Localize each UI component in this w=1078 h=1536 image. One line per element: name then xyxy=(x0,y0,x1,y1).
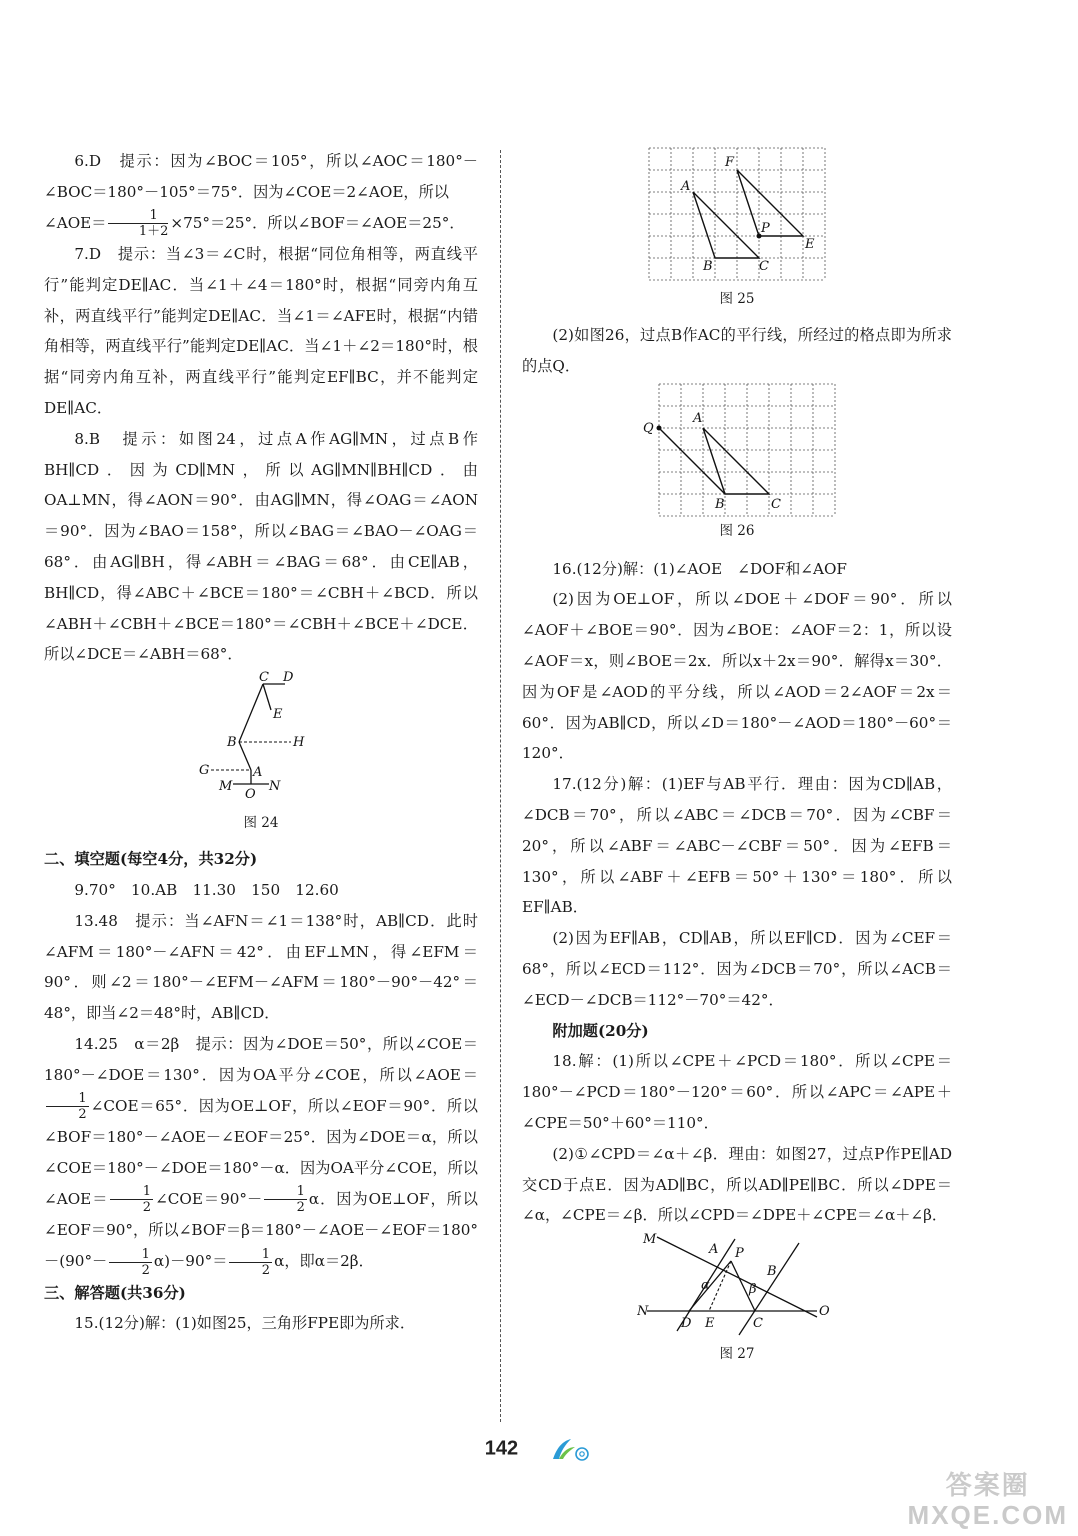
label-D: D xyxy=(681,1316,692,1332)
answer-8: 8.B 提示：如图24，过点A作AG∥MN，过点B作BH∥CD．因为CD∥MN，所以AG∥MN∥BH∥CD．由OA⊥MN，得∠AON＝90°．由AG∥MN，得∠OAG＝∠AON＝90°．因为∠BAO＝158°，所以∠BAG＝∠BAO－∠OAG＝68°．由AG∥BH，得∠ABH＝∠BAG＝68°．由CE∥AB，BH∥CD，得∠ABC＋∠BCE＝180°＝∠CBH＋∠BCD．所以∠ABH＋∠CBH＋∠BCE＝180°＝∠CBH＋∠BCE＋∠DCE．所以∠DCE＝∠ABH＝68°． xyxy=(44,429,478,664)
fraction: $\frac{1}{2}$ xyxy=(229,1247,272,1278)
figure-24-diagram xyxy=(191,670,331,810)
figure-25-diagram xyxy=(647,146,827,286)
label-B: B xyxy=(703,259,713,274)
label-A: A xyxy=(693,410,703,426)
page-footer xyxy=(0,1437,1078,1463)
label-beta: β xyxy=(749,1282,757,1298)
figure-26-diagram xyxy=(637,382,837,518)
answer-18-part2: (2)①∠CPD＝∠α＋∠β．理由：如图27，过点P作PE∥AD交CD于点E．因为AD∥BC，所以AD∥PE∥BC．所以∠DPE＝∠α，∠CPE＝∠β．所以∠CPD＝∠DPE＋∠CPE＝∠α＋∠β． xyxy=(522,1144,952,1225)
section-fill-in: 二、填空题(每空4分，共32分) xyxy=(44,850,258,869)
figure-26-caption: 图 26 xyxy=(719,522,755,539)
label-M: M xyxy=(643,1232,657,1248)
label-B: B xyxy=(767,1264,777,1280)
label-C: C xyxy=(771,496,781,512)
label-E: E xyxy=(705,1316,715,1332)
answer-16-part1: 16.(12分)解：(1)∠AOE ∠DOF和∠AOF xyxy=(552,559,847,578)
answer-6: 6.D 提示：因为∠BOC＝105°，所以∠AOC＝180°－∠BOC＝180°－105°＝75°．因为∠COE＝2∠AOE，所以 ∠AOE＝ $\frac{1}{1+2}$ ×75°＝25°．所以∠BOF＝∠AOE＝25°． xyxy=(44,152,478,240)
label-A: A xyxy=(253,765,263,781)
figure-27-diagram xyxy=(637,1231,837,1341)
answer-15-part2: (2)如图26，过点B作AC的平行线，所经过的格点即为所求的点Q． xyxy=(522,326,952,375)
label-P: P xyxy=(735,1246,744,1262)
page-number: 142 xyxy=(484,1437,519,1460)
label-C: C xyxy=(259,670,269,686)
answer-15: 15.(12分)解：(1)如图25，三角形FPE即为所求． xyxy=(74,1314,416,1333)
fraction: $\frac{1}{2}$ xyxy=(109,1247,152,1278)
figure-26 xyxy=(522,382,952,544)
label-B: B xyxy=(715,496,725,512)
label-G: G xyxy=(199,763,210,779)
label-N: N xyxy=(269,779,281,795)
answer-17-part1: 17.(12分)解：(1)EF与AB平行．理由：因为CD∥AB，∠DCB＝70°，所以∠ABC＝∠DCB＝70°．因为∠CBF＝20°，所以∠ABF＝∠ABC－∠CBF＝50°．因为∠EFB＝130°，所以∠ABF＋∠EFB＝50°＋130°＝180°．所以EF∥AB． xyxy=(522,775,952,917)
column-divider xyxy=(500,150,501,1422)
section-solutions: 三、解答题(共36分) xyxy=(44,1283,186,1302)
label-H: H xyxy=(293,735,305,751)
answer-18-part1: 18.解：(1)所以∠CPE＋∠PCD＝180°．所以∠CPE＝180°－∠PCD＝180°－120°＝60°．所以∠APC＝∠APE＋∠CPE＝50°＋60°＝110°． xyxy=(522,1052,952,1132)
label-N: N xyxy=(637,1304,649,1320)
label-alpha: α xyxy=(701,1278,710,1294)
label-O: O xyxy=(245,787,256,803)
label-Q: Q xyxy=(643,420,654,436)
answer-17-part2: (2)因为EF∥AB，CD∥AB，所以EF∥CD．因为∠CEF＝68°，所以∠ECD＝112°．因为∠DCB＝70°，所以∠ACB＝∠ECD－∠DCB＝112°－70°＝42°． xyxy=(522,929,952,1009)
figure-24 xyxy=(44,670,478,836)
figure-27 xyxy=(522,1231,952,1367)
label-D: D xyxy=(283,670,294,686)
extra-section: 附加题(20分) xyxy=(552,1021,649,1040)
label-A: A xyxy=(681,179,691,194)
figure-25-caption: 图 25 xyxy=(719,291,755,307)
left-column xyxy=(44,146,478,1339)
label-C: C xyxy=(759,259,769,274)
label-M: M xyxy=(219,779,233,795)
figure-25 xyxy=(522,146,952,312)
leaf-swirl-icon xyxy=(549,1437,593,1463)
label-A: A xyxy=(709,1242,719,1258)
right-column xyxy=(522,146,952,1367)
label-O: O xyxy=(819,1304,830,1320)
fraction: $\frac{1}{1+2}$ xyxy=(108,208,168,239)
answer-16-part2: (2)因为OE⊥OF，所以∠DOE＋∠DOF＝90°．所以∠AOF＋∠BOE＝90°．因为∠BOE：∠AOF＝2：1，所以设∠AOF＝x，则∠BOE＝2x．所以x＋2x＝90°．解得x＝30°．因为OF是∠AOD的平分线，所以∠AOD＝2∠AOF＝2x＝60°．因为AB∥CD，所以∠D＝180°－∠AOD＝180°－60°＝120°． xyxy=(522,590,952,763)
figure-24-caption: 图 24 xyxy=(243,815,279,832)
answer-7: 7.D 提示：当∠3＝∠C时，根据“同位角相等，两直线平行”能判定DE∥AC．当∠1＋∠4＝180°时，根据“同旁内角互补，两直线平行”能判定DE∥AC．当∠1＝∠AFE时，根据“内错角相等，两直线平行”能判定DE∥AC．当∠1＋∠2＝180°时，根据“同旁内角互补，两直线平行”能判定EF∥BC，并不能判定DE∥AC． xyxy=(44,245,478,418)
label-P: P xyxy=(761,221,770,236)
figure-27-caption: 图 27 xyxy=(719,1346,755,1363)
answer-13: 13.48 提示：当∠AFN＝∠1＝138°时，AB∥CD．此时∠AFM＝180°－∠AFN＝42°．由EF⊥MN，得∠EFM＝90°．则∠2＝180°－∠EFM－∠AFM＝180°－90°－42°＝48°，即当∠2＝48°时，AB∥CD． xyxy=(44,911,478,1023)
fraction: $\frac{1}{2}$ xyxy=(110,1184,153,1215)
answer-14: 14.25 α＝2β 提示：因为∠DOE＝50°，所以∠COE＝180°－∠DOE＝130°．因为OA平分∠COE，所以∠AOE＝ $\frac{1}{2}$ ∠COE＝65°．因为OE⊥OF，所以∠EOF＝90°．所以∠BOF＝180°－∠AOE－∠EOF＝25°．因为∠DOE＝α，所以∠COE＝180°－∠DOE＝180°－α．因为OA平分∠COE，所以∠AOE＝ $\frac{1}{2}$ ∠COE＝90°－ $\frac{1}{2}$ α．因为OE⊥OF，所以∠EOF＝90°，所以∠BOF＝β＝180°－∠AOE－∠EOF＝180°－(90°－ $\frac{1}{2}$ α)－90°＝ $\frac{1}{2}$ α，即α＝2β． xyxy=(44,1035,478,1278)
label-B: B xyxy=(227,735,237,751)
watermark: 答案圈 MXQE.COM xyxy=(907,1470,1068,1530)
label-C: C xyxy=(753,1316,763,1332)
label-F: F xyxy=(725,155,735,170)
fraction: $\frac{1}{2}$ xyxy=(46,1091,89,1122)
fraction: $\frac{1}{2}$ xyxy=(264,1184,307,1215)
label-E: E xyxy=(273,707,283,723)
answers-9-12: 9.70° 10.AB 11.30 150 12.60 xyxy=(74,881,339,900)
label-E: E xyxy=(805,237,815,252)
